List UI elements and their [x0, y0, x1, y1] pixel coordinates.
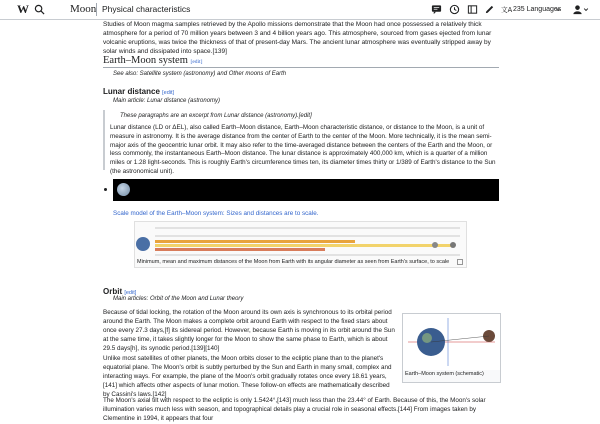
svg-text:文A: 文A: [501, 6, 513, 14]
page-title: Moon: [70, 3, 97, 15]
atmosphere-paragraph: Studies of Moon magma samples retrieved by the Apollo missions demonstrate that the Moon had once possessed a relatively thick atmosphere for a period of 70 million years between 3 and 4 billion years ago. This atmosphere, sourced from gases ejected from lunar volcanic eruptions, was twice the thickness of that of present-day Mars. The ancient lunar atmosphere was eventually stripped away by solar winds and dissipated into space.[139]: [103, 21, 492, 55]
lunar-distance-edit-link[interactable]: [edit]: [162, 90, 175, 96]
talk-icon[interactable]: [431, 4, 442, 15]
orbit-paragraph-1: Because of tidal locking, the rotation of the Moon around its own axis is synchronous to its orbital period around the Earth. The Moon makes a complete orbit around Earth with respect to the fixed stars about once every 27.3 days,[f] its sidereal period. However, because Earth is moving in its orbit around the Sun at the same time, it takes slightly longer for the Moon to show the same phase to Earth, which is about 29.5 days[h], its synodic period.[139][140]: [103, 309, 395, 352]
earth-moon-schematic[interactable]: [402, 313, 501, 383]
orbit-paragraph-2: Unlike most satellites of other planets, the Moon orbits closer to the ecliptic plane than to the planet's equatorial plane. The Moon's orbit is subtly perturbed by the Sun and Earth in many small, complex and interacting ways. For example, the plane of the Moon's orbit gradually rotates once every 18.61 years,[141] which affects other aspects of lunar motion. These follow-on effects are mathematically described by Cassini's laws.[142]: [103, 355, 392, 398]
orbit-heading: Orbit [edit]: [103, 287, 137, 296]
earth-moon-edit-link[interactable]: [edit]: [190, 59, 203, 65]
current-section: Physical characteristics: [102, 4, 191, 14]
excerpt-note[interactable]: These paragraphs are an excerpt from Lunar distance (astronomy).[edit]: [120, 113, 312, 119]
orbit-edit-link[interactable]: [edit]: [124, 290, 137, 296]
user-icon[interactable]: [572, 4, 583, 15]
heading-rule: [103, 67, 499, 68]
distance-diagram[interactable]: [134, 221, 467, 268]
title-separator: [96, 3, 97, 16]
scale-model-caption: Scale model of the Earth–Moon system: Sizes and distances are to scale.: [113, 210, 319, 217]
history-icon[interactable]: [449, 4, 460, 15]
schematic-graphic: [403, 314, 500, 370]
orbit-paragraph-3: The Moon's axial tilt with respect to the ecliptic is only 1.5424°,[143] much less than the 23.44° of Earth. Because of this, the Moon's solar illumination varies much less with season, and topographical details play a crucial role in seasonal effects.[144] From images taken by Clementine in 1994, it appears that four: [103, 397, 486, 422]
earth-moon-heading: Earth–Moon system [edit]: [103, 55, 203, 66]
enlarge-icon[interactable]: [457, 259, 463, 265]
lunar-distance-heading: Lunar distance [edit]: [103, 87, 175, 96]
bullet-dot: [104, 188, 107, 191]
contents-icon[interactable]: [467, 4, 478, 15]
lunar-distance-paragraph: Lunar distance (LD or ΔEL), also called Earth–Moon distance, Earth–Moon characteristic distance, or distance to the Moon, is a unit of measure in astronomy. It is the average distance from the center of Earth to the center of the Moon. More technically, it is the mean semi-major axis of the geocentric lunar orbit. It may also refer to the time-averaged distance between the centers of the Earth and the Moon, or less commonly, the instantaneous Earth–Moon distance. The lunar distance is approximately 400,000 km, which is a quarter of a million miles or 1.28 light-seconds. This is roughly Earth's circumference times ten, its diameter times thirty or 1/389 of Earth's distance to the Sun (the astronomical unit).: [110, 124, 496, 175]
orbit-main-articles[interactable]: Main articles: Orbit of the Moon and Lunar theory: [113, 296, 244, 302]
user-chevron-icon[interactable]: [583, 4, 589, 15]
search-icon[interactable]: [34, 4, 45, 15]
language-icon[interactable]: [501, 4, 511, 15]
scale-model-video[interactable]: [113, 179, 499, 201]
edit-pencil-icon[interactable]: [484, 4, 495, 15]
diagram-caption: Minimum, mean and maximum distances of the Moon from Earth with its angular diameter as seen from Earth's surface, to scale: [137, 259, 450, 265]
wikipedia-logo[interactable]: W: [17, 2, 29, 16]
languages-button[interactable]: 235 Languages: [513, 6, 562, 13]
earth-thumbnail: [117, 183, 130, 196]
lunar-distance-main-article[interactable]: Main article: Lunar distance (astronomy): [113, 98, 221, 104]
see-also-note[interactable]: See also: Satellite system (astronomy) and Other moons of Earth: [113, 71, 287, 77]
top-bar: [0, 0, 600, 20]
schematic-caption: Earth–Moon system (schematic): [405, 371, 484, 377]
chevron-down-icon[interactable]: [555, 4, 561, 15]
